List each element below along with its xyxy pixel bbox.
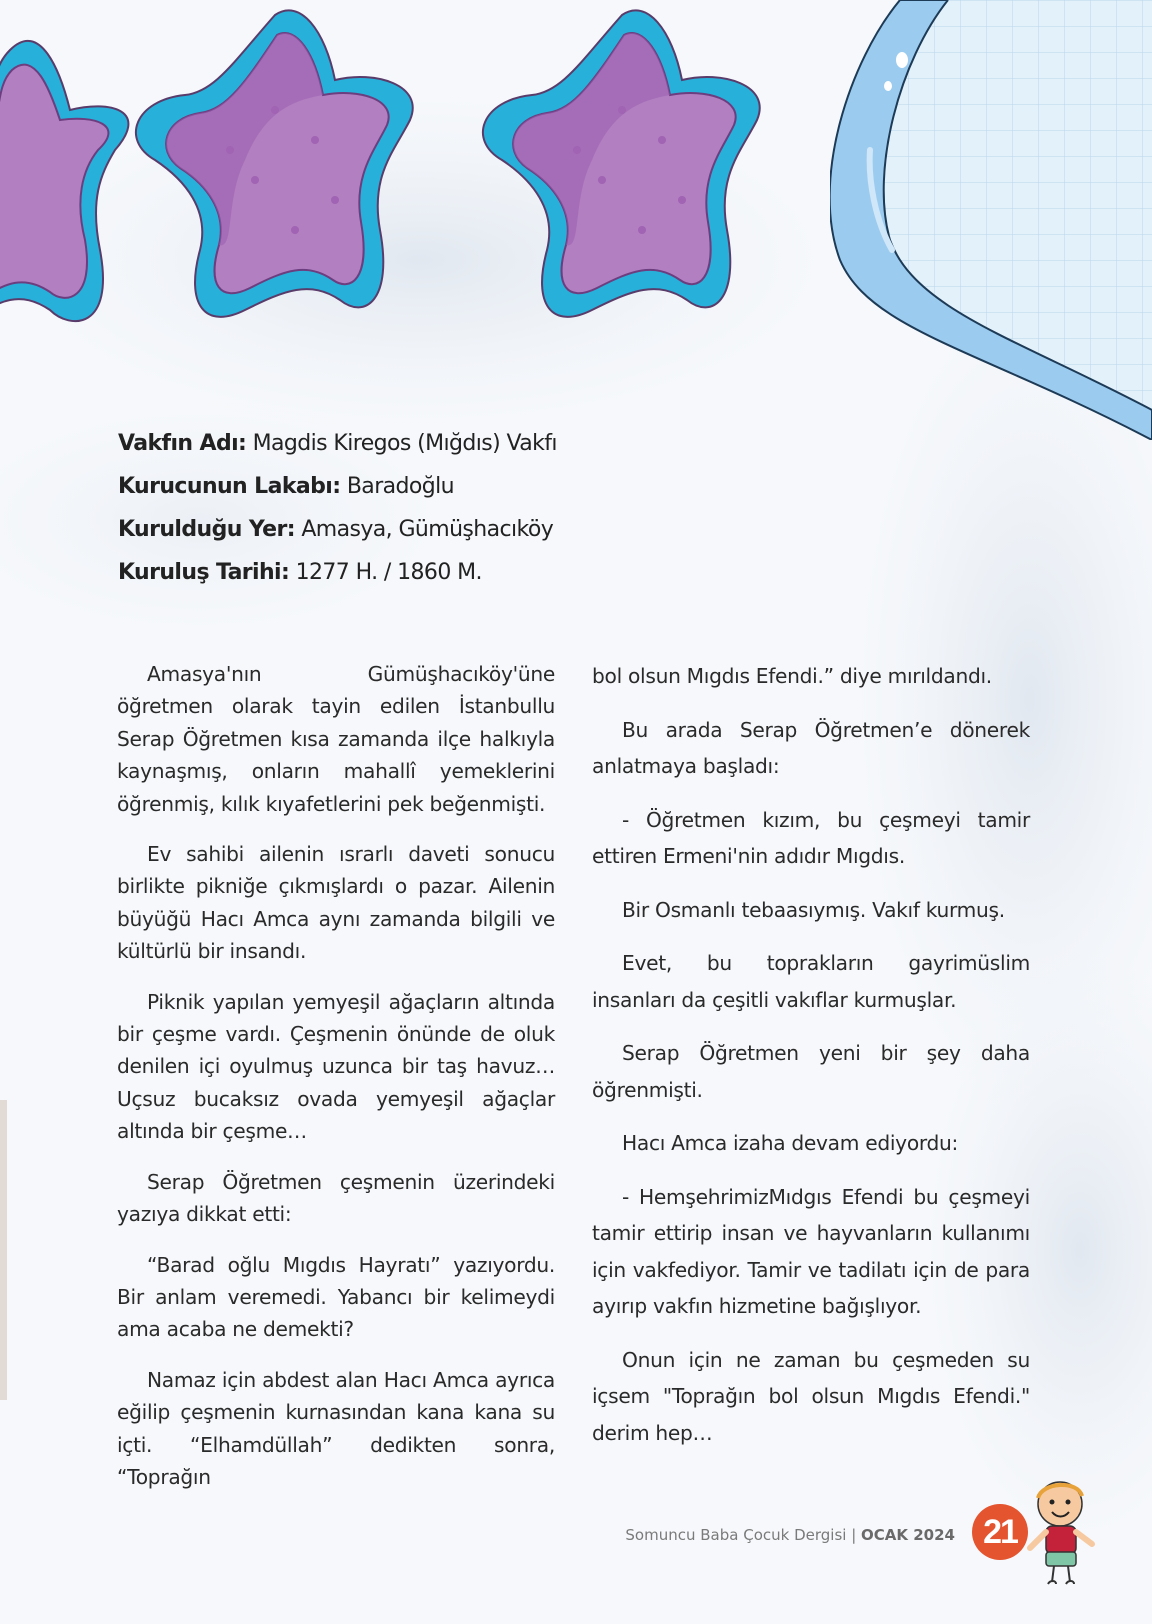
issue-month: OCAK 2024 bbox=[861, 1526, 955, 1544]
info-value: Baradoğlu bbox=[340, 474, 454, 499]
info-label: Kuruluş Tarihi: bbox=[118, 560, 290, 585]
story-paragraph: Piknik yapılan yemyeşil ağaçların altında bir çeşme vardı. Çeşmenin önünde de oluk denilen içi oyulmuş uzunca bir taş havuz… Uçsuz bucaksız ovada yemyeşil ağaçlar altında bir çeşme… bbox=[117, 989, 555, 1144]
info-value: 1277 H. / 1860 M. bbox=[289, 560, 482, 585]
starfish-icon bbox=[483, 10, 760, 316]
story-paragraph: Namaz için abdest alan Hacı Amca ayrıca eğilip çeşmenin kurnasından kana kana su içti. “Elhamdüllah” dedikten sonra, “Toprağın bbox=[117, 1367, 555, 1489]
starfish-icon bbox=[0, 41, 128, 325]
info-date bbox=[118, 551, 557, 594]
story-paragraph: Hacı Amca izaha devam ediyordu: bbox=[622, 1131, 959, 1155]
page-number-badge: 21 bbox=[972, 1504, 1028, 1560]
info-label: Kurulduğu Yer: bbox=[118, 517, 295, 542]
story-column-right bbox=[592, 658, 1030, 1468]
story-paragraph: Amasya'nın Gümüşhacıköy'üne öğretmen olarak tayin edilen İstanbullu Serap Öğretmen kısa zamanda ilçe halkıyla kaynaşmış, onların mahallî yemeklerini öğrenmiş, kılık kıyafetlerini pek beğenmişti. bbox=[117, 662, 555, 816]
story-paragraph: - HemşehrimizMıdgıs Efendi bu çeşmeyi tamir ettirip insan ve hayvanların kullanımı için vakfediyor. Tamir ve tadilatı için de para ayırıp vakfın hizmetine bağışlıyor. bbox=[592, 1184, 1030, 1318]
pool-decoration bbox=[830, 0, 1152, 440]
info-label: Vakfın Adı: bbox=[118, 431, 247, 456]
info-value: Amasya, Gümüşhacıköy bbox=[294, 517, 554, 542]
starfish-decoration bbox=[0, 0, 790, 360]
story-column-left bbox=[117, 658, 555, 1511]
story-paragraph: Evet, bu toprakların gayrimüslim insanları da çeşitli vakıflar kurmuşlar. bbox=[592, 951, 1030, 1012]
info-foundation-name bbox=[118, 422, 557, 465]
story-paragraph: Serap Öğretmen çeşmenin üzerindeki yazıya dikkat etti: bbox=[117, 1169, 555, 1227]
story-paragraph: Ev sahibi ailenin ısrarlı daveti sonucu birlikte pikniğe çıkmışlardı o pazar. Ailenin büyüğü Hacı Amca aynı zamanda bilgili ve kültürlü bir insandı. bbox=[117, 842, 555, 964]
story-paragraph: bol olsun Mıgdıs Efendi.” diye mırıldandı. bbox=[592, 664, 992, 688]
boy-mascot-icon bbox=[1020, 1474, 1110, 1594]
info-location bbox=[118, 508, 557, 551]
foundation-info bbox=[118, 422, 557, 594]
info-value: Magdis Kiregos (Mığdıs) Vakfı bbox=[246, 431, 557, 456]
magazine-name: Somuncu Baba Çocuk Dergisi | bbox=[625, 1526, 862, 1544]
info-label: Kurucunun Lakabı: bbox=[118, 474, 341, 499]
story-paragraph: Bu arada Serap Öğretmen’e dönerek anlatmaya başladı: bbox=[592, 717, 1030, 778]
story-paragraph: Serap Öğretmen yeni bir şey daha öğrenmişti. bbox=[592, 1041, 1030, 1102]
page-footer bbox=[625, 1526, 955, 1544]
info-founder-nickname bbox=[118, 465, 557, 508]
story-paragraph: “Barad oğlu Mıgdıs Hayratı” yazıyordu. Bir anlam veremedi. Yabancı bir kelimeydi ama acaba ne demekti? bbox=[117, 1252, 555, 1342]
story-paragraph: Onun için ne zaman bu çeşmeden su içsem "Toprağın bol olsun Mıgdıs Efendi." derim hep… bbox=[592, 1347, 1030, 1445]
starfish-icon bbox=[136, 10, 413, 316]
story-paragraph: Bir Osmanlı tebaasıymış. Vakıf kurmuş. bbox=[622, 897, 1005, 922]
story-paragraph: - Öğretmen kızım, bu çeşmeyi tamir ettiren Ermeni'nin adıdır Mıgdıs. bbox=[592, 807, 1030, 868]
